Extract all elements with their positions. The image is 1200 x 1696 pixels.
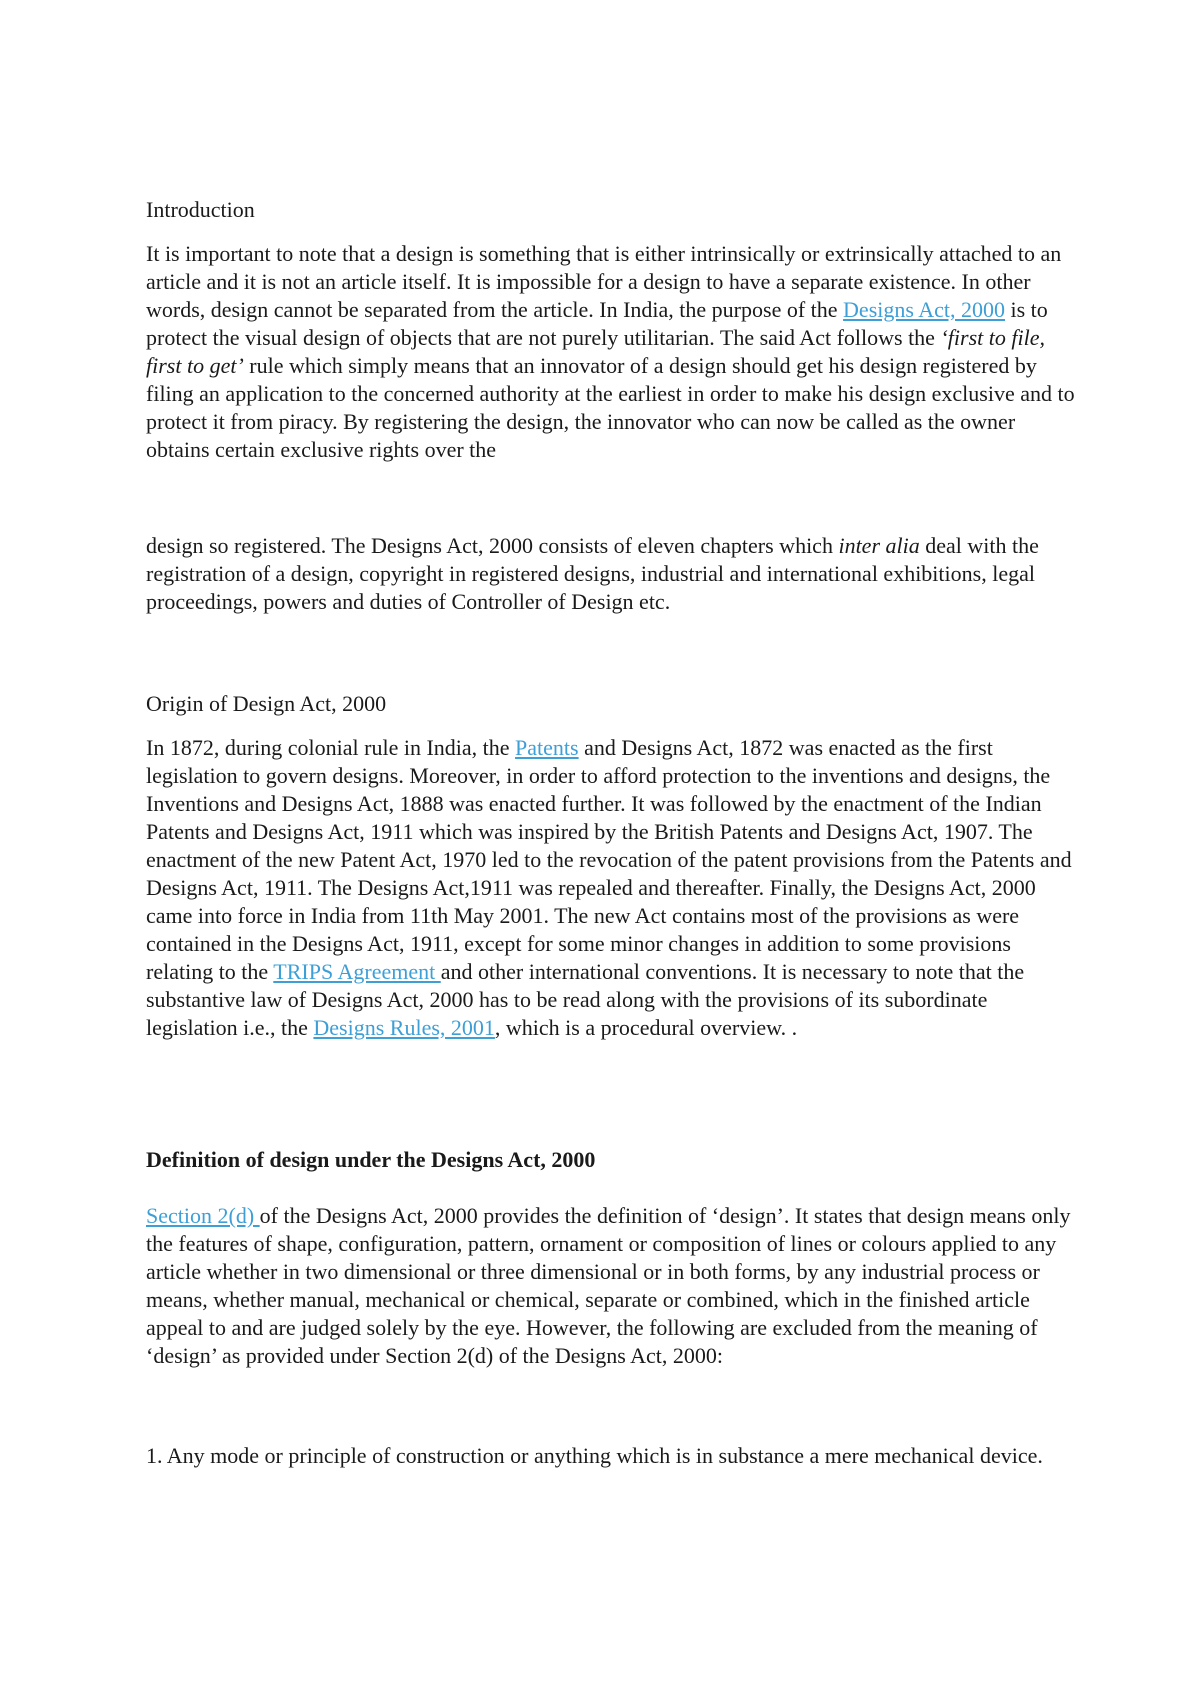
list-item: 1. Any mode or principle of construction or anything which is in substance a mere mechanical device. [146, 1443, 1043, 1468]
origin-heading-block [146, 690, 1076, 718]
origin-text-2: and Designs Act, 1872 was enacted as the first legislation to govern designs. Moreover, in order to afford protection to the inventions and designs, the Inventions and Designs Act, 1888 was enacted further. It was followed by the enactment of the Indian Patents and Designs Act, 1911 which was inspired by the British Patents and Designs Act, 1907. The enactment of the new Patent Act, 1970 led to the revocation of the patent provisions from the Patents and Designs Act, 1911. The Designs Act,1911 was repealed and thereafter. Finally, the Designs Act, 2000 came into force in India from 11th May 2001. The new Act contains most of the provisions as were contained in the Designs Act, 1911, except for some minor changes in addition to some provisions relating to the [146, 735, 1072, 984]
definition-paragraph [146, 1202, 1076, 1370]
definition-heading-block [146, 1146, 1076, 1174]
inter-alia: inter alia [838, 533, 920, 558]
origin-paragraph [146, 734, 1076, 1042]
origin-text-1: In 1872, during colonial rule in India, the [146, 735, 516, 760]
intro-text-3: rule which simply means that an innovator of a design should get his design registered by filing an application to the concerned authority at the earliest in order to make his design exclusive and to protect it from piracy. By registering the design, the innovator who can now be called as the owner obtains certain exclusive rights over the [146, 353, 1075, 462]
intro-text-2: is to protect the visual design of objects that are not purely utilitarian. The said Act follows the [146, 297, 1048, 350]
introduction-paragraph-2 [146, 532, 1076, 616]
exclusion-list-item-1 [146, 1442, 1076, 1470]
introduction-paragraph-1 [146, 240, 1076, 464]
definition-heading: Definition of design under the Designs Act, 2000 [146, 1147, 596, 1172]
origin-heading: Origin of Design Act, 2000 [146, 691, 387, 716]
introduction-heading: Introduction [146, 197, 255, 222]
origin-text-4: , which is a procedural overview. . [494, 1015, 798, 1040]
trips-agreement-link[interactable]: TRIPS Agreement [273, 959, 441, 984]
intro-text-1: It is important to note that a design is something that is either intrinsically or extrinsically attached to an article and it is not an article itself. It is impossible for a design to have a separate existence. In other words, design cannot be separated from the article. In India, the purpose of the [146, 241, 1062, 322]
intro2-text-1: design so registered. The Designs Act, 2000 consists of eleven chapters which [146, 533, 839, 558]
introduction-heading-block [146, 196, 1076, 224]
definition-text-1: of the Designs Act, 2000 provides the definition of ‘design’. It states that design means only the features of shape, configuration, pattern, ornament or composition of lines or colours applied to any article whether in two dimensional or three dimensional or in both forms, by any industrial process or means, whether manual, mechanical or chemical, separate or combined, which in the finished article appeal to and are judged solely by the eye. However, the following are excluded from the meaning of ‘design’ as provided under Section 2(d) of the Designs Act, 2000: [146, 1203, 1071, 1368]
origin-text-3: and other international conventions. It is necessary to note that the substantive law of Designs Act, 2000 has to be read along with the provisions of its subordinate legislation i.e., the [146, 959, 1025, 1040]
section-2d-link[interactable]: Section 2(d) [146, 1203, 260, 1228]
first-to-file-rule: ‘first to file, first to get’ [146, 325, 1045, 378]
designs-rules-link[interactable]: Designs Rules, 2001 [313, 1015, 495, 1040]
patents-link[interactable]: Patents [515, 735, 579, 760]
intro2-text-2: deal with the registration of a design, copyright in registered designs, industrial and international exhibitions, legal proceedings, powers and duties of Controller of Design etc. [146, 533, 1039, 614]
designs-act-link[interactable]: Designs Act, 2000 [843, 297, 1005, 322]
